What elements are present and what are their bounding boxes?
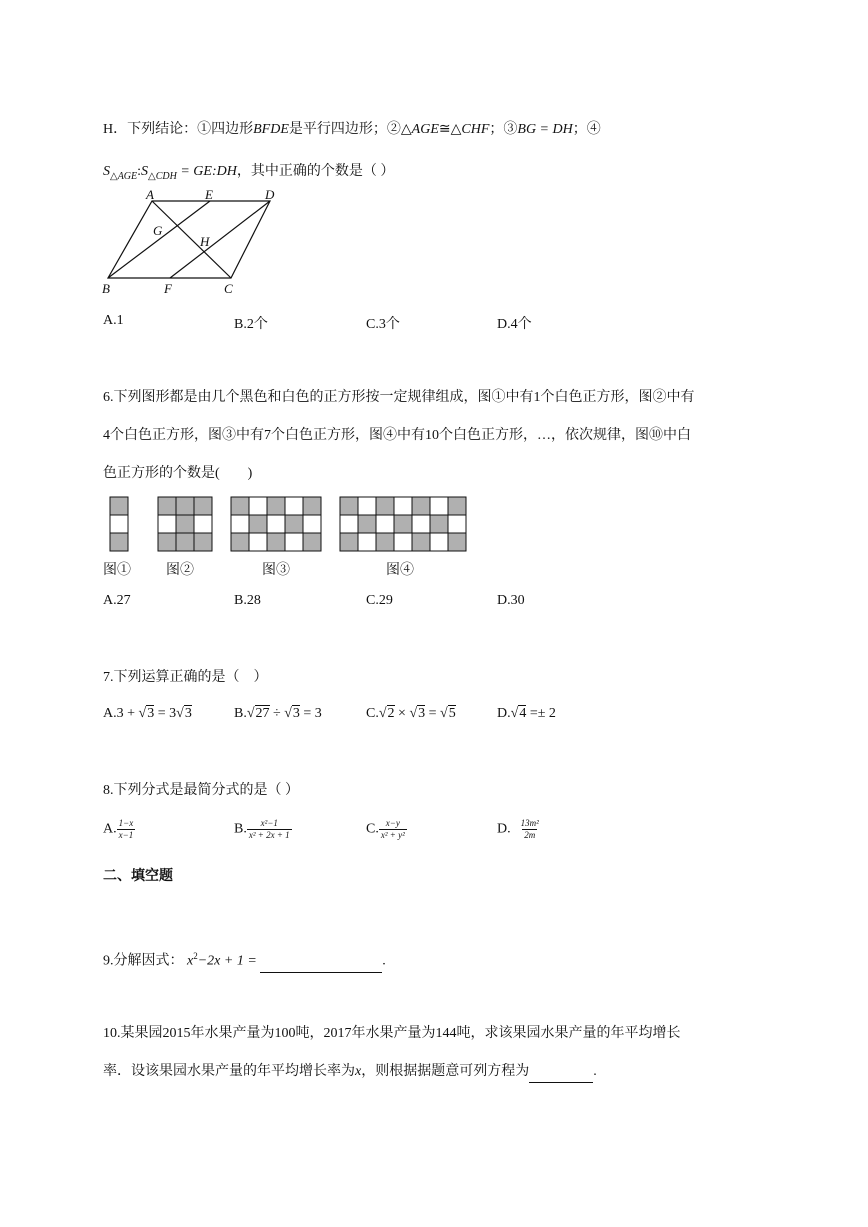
q5-sub1: △AGE [110, 170, 138, 182]
dark-square [249, 515, 267, 533]
white-square [340, 515, 358, 533]
q5-option-a[interactable]: A.1 [103, 313, 124, 328]
q6-option-b[interactable]: B.28 [234, 593, 261, 608]
white-square [358, 533, 376, 551]
dark-square [340, 533, 358, 551]
q6-option-a[interactable]: A.27 [103, 593, 131, 608]
q7-stem: 7.下列运算正确的是（ ） [103, 670, 268, 685]
q5-line2 [103, 162, 394, 187]
q8-option-d[interactable]: D. $\frac{\text{13m²}}{2m}$ [497, 818, 539, 840]
q5-colon: : [137, 164, 142, 179]
dark-square [303, 533, 321, 551]
section-heading: 二、填空题 [103, 867, 173, 883]
label-G: G [153, 223, 163, 238]
q8-option-c[interactable]: C. $\frac{x-y}{\text{x² + y²}}$ [366, 818, 405, 840]
q5-text: H．下列结论：①四边形 [103, 122, 254, 137]
q5-text: 是平行四边形；②△ [288, 122, 412, 137]
q5-ratio: = GE:DH [176, 164, 237, 179]
q9-exp: 2 [193, 951, 198, 961]
q9-x: x [187, 953, 194, 969]
q10-line2 [103, 1062, 597, 1083]
q5-s2: S [141, 164, 149, 179]
white-square [267, 515, 285, 533]
q7-option-b[interactable]: B.√27 ÷ √3 = 3 [234, 706, 322, 721]
white-square [303, 515, 321, 533]
dark-square [194, 533, 212, 551]
white-square [394, 497, 412, 515]
dark-square [448, 497, 466, 515]
white-square [194, 515, 212, 533]
q5-cong: ≅△ [438, 122, 462, 137]
dark-square [303, 497, 321, 515]
q5-chf: CHF [461, 122, 490, 137]
white-square [376, 515, 394, 533]
dark-square [267, 497, 285, 515]
dark-square [231, 497, 249, 515]
q5-s1: S [103, 164, 110, 179]
q7-option-d[interactable]: D.√4 =± 2 [497, 706, 556, 721]
white-square [412, 515, 430, 533]
q5-bg-dh: BG = DH [517, 122, 573, 137]
pattern-figure-2 [157, 496, 215, 552]
white-square [285, 533, 303, 551]
q6-option-d[interactable]: D.30 [497, 593, 525, 608]
q6-option-c[interactable]: C.29 [366, 593, 393, 608]
label-F: F [164, 281, 172, 296]
dark-square [340, 497, 358, 515]
q5-sep: ；③ [489, 122, 518, 137]
white-square [285, 497, 303, 515]
q5-line1 [103, 120, 601, 140]
dark-square [358, 515, 376, 533]
label-A: A [146, 190, 154, 202]
dark-square [376, 533, 394, 551]
q9-stem: 9.分解因式： [103, 953, 184, 969]
label-B: B [102, 281, 110, 296]
q6-line1: 6.下列图形都是由几个黑色和白色的正方形按一定规律组成，图①中有1个白色正方形，图②中有 [103, 390, 695, 405]
figure-caption-3: 图③ [262, 563, 290, 578]
figure-caption-2: 图② [166, 563, 194, 578]
pattern-figure-3 [230, 496, 324, 552]
q9-end: . [382, 953, 386, 969]
figure-caption-1: 图① [103, 563, 131, 578]
label-H: H [200, 234, 210, 249]
dark-square [231, 533, 249, 551]
q5-age: AGE [411, 122, 439, 137]
q5-bfde: BFDE [253, 122, 289, 137]
dark-square [430, 515, 448, 533]
q10-text2: ，则根据据题意可列方程为 [361, 1064, 530, 1079]
dark-square [176, 533, 194, 551]
q10-end: . [593, 1064, 597, 1079]
label-C: C [224, 281, 233, 296]
q6-line3: 色正方形的个数是( ) [103, 466, 253, 481]
white-square [448, 515, 466, 533]
white-square [158, 515, 176, 533]
dark-square [267, 533, 285, 551]
dark-square [158, 533, 176, 551]
white-square [430, 533, 448, 551]
parallelogram-figure [100, 190, 285, 300]
dark-square [176, 515, 194, 533]
dark-square [285, 515, 303, 533]
label-D: D [265, 190, 275, 202]
q6-line2: 4个白色正方形，图③中有7个白色正方形，图④中有10个白色正方形，…，依次规律，图⑩中白 [103, 428, 691, 443]
q9-expr: −2x + 1 = [197, 953, 261, 969]
q8-option-a[interactable]: A. $\frac{1-x}{x-1}$ [103, 818, 134, 840]
q9-answer-blank[interactable] [260, 952, 382, 973]
q5-option-c[interactable]: C.3个 [366, 317, 400, 332]
white-square [249, 497, 267, 515]
figure-caption-4: 图④ [386, 563, 414, 578]
dark-square [412, 497, 430, 515]
label-E: E [205, 190, 213, 202]
dark-square [110, 497, 128, 515]
dark-square [194, 497, 212, 515]
q5-option-b[interactable]: B.2个 [234, 317, 268, 332]
dark-square [448, 533, 466, 551]
dark-square [110, 533, 128, 551]
white-square [249, 533, 267, 551]
dark-square [176, 497, 194, 515]
q10-text: 率．设该果园水果产量的年平均增长率为 [103, 1064, 355, 1079]
white-square [430, 497, 448, 515]
dark-square [376, 497, 394, 515]
q9-line [103, 946, 386, 973]
q7-option-c[interactable]: C.√2 × √3 = √5 [366, 706, 456, 721]
dark-square [158, 497, 176, 515]
q10-line1: 10.某果园2015年水果产量为100吨，2017年水果产量为144吨，求该果园水果产量的年平均增长 [103, 1026, 681, 1041]
q8-stem: 8.下列分式是最简分式的是（ ） [103, 783, 299, 798]
q5-option-d[interactable]: D.4个 [497, 317, 532, 332]
white-square [358, 497, 376, 515]
q5-end: ；④ [572, 122, 601, 137]
white-square [231, 515, 249, 533]
dark-square [412, 533, 430, 551]
white-square [394, 533, 412, 551]
pattern-figure-1 [109, 496, 131, 552]
q10-answer-blank[interactable] [529, 1062, 593, 1083]
white-square [110, 515, 128, 533]
q5-tail: ，其中正确的个数是（ ） [236, 164, 395, 179]
q8-option-b[interactable]: B. $\frac{\text{x²−1}}{\text{x² + 2x + 1}}$ [234, 818, 290, 840]
q5-sub2: △CDH [148, 170, 177, 182]
q7-option-a[interactable]: A.3 + √3 = 3√3 [103, 706, 192, 721]
pattern-figure-4 [339, 496, 469, 552]
dark-square [394, 515, 412, 533]
q10-x: x [355, 1064, 362, 1079]
